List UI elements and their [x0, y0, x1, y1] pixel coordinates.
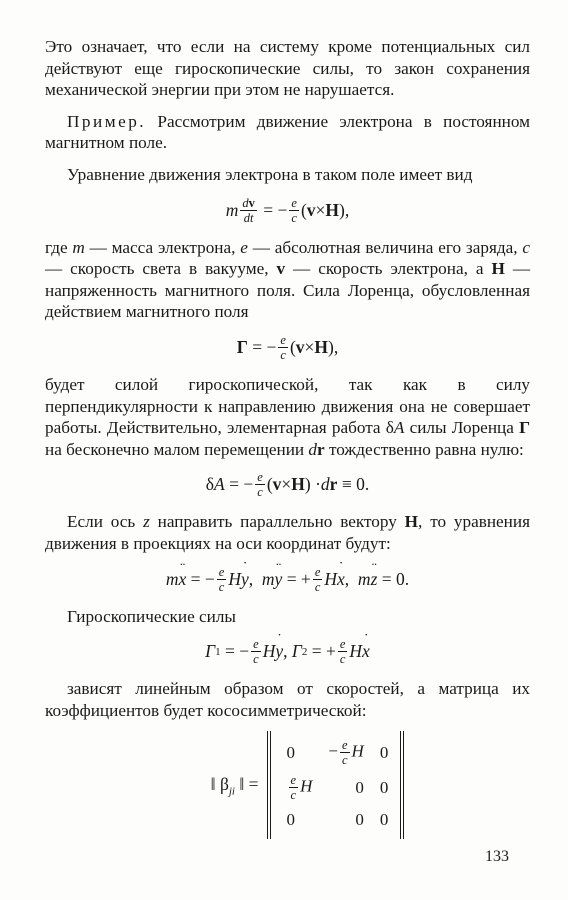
paragraph-gyroscopic-forces: Гироскопические силы	[67, 606, 236, 626]
page-body	[45, 36, 530, 839]
matrix-cell: 0	[286, 810, 296, 830]
matrix-cell: − $\frac{e}{c}$ H	[328, 738, 364, 768]
page-number: 133	[485, 848, 509, 865]
equation-work-zero: δ A = − $\frac{e}{c}$ ( v × H ) · d r ≡ 0.	[205, 470, 370, 500]
equation-projections: m x ¨ = − $\frac{e}{c}$ H y ˙ , m y ¨ = + $\frac{e}{c}$ H x ˙ , m z ¨ = 0.	[45, 565, 530, 594]
matrix-cell: 0	[379, 810, 389, 830]
paragraph-axis-z: Если ось z направить параллельно вектору H, то уравнения движения в проекциях на оси координат будут:	[45, 512, 530, 553]
paragraph-skew-symmetric: зависят линейным образом от скоростей, а матрица их коэффициентов будет кососимметрической:	[45, 679, 530, 720]
paragraph-example: Пример. Рассмотрим движение электрона в постоянном магнитном поле.	[45, 111, 530, 153]
paragraph-gyroscopic-force: будет силой гироскопической, так как в силу перпендикулярности к направлению движения она не совершает работы. Действительно, элементарная работа δA силы Лоренца Γ на бесконечно малом перемещении dr тождественно равна нулю:	[45, 374, 530, 459]
coefficient-matrix	[267, 731, 405, 839]
matrix-cell: 0	[379, 742, 389, 762]
matrix-cell: 0	[355, 777, 364, 797]
example-label: Пример.	[67, 111, 147, 131]
equation-lorentz-force: Γ = − $\frac{e}{c}$ ( v × H ),	[236, 332, 339, 362]
paragraph-energy-conservation: Это означает, что если на систему кроме потенциальных сил действуют еще гироскопические силы, то закон сохранения механической энергии при этом не нарушается.	[45, 37, 530, 100]
equation-motion: m $\frac{dv}{dt}$ = − $\frac{e}{c}$ ( v × H ),	[225, 195, 350, 225]
matrix-cell: 0	[379, 777, 389, 797]
matrix-cell: $\frac{e}{c}$ H	[290, 773, 313, 803]
equation-gyroscopic-forces: Γ 1 = − $\frac{e}{c}$ H y ˙ , Γ 2 = + $\frac{e}{c}$ H x ˙	[45, 637, 530, 666]
matrix-cell: 0	[355, 810, 364, 830]
matrix-label: ‖ $\beta_{ji}$ ‖ =	[210, 773, 259, 798]
matrix-cell: 0	[286, 742, 296, 762]
paragraph-motion-equation-intro: Уравнение движения электрона в таком поле имеет вид	[67, 164, 473, 184]
equation-matrix	[85, 731, 530, 839]
paragraph-definitions: где m — масса электрона, e — абсолютная величина его заряда, c — скорость света в вакууме, v — скорость электрона, а H — напряженность магнитного поля. Сила Лоренца, обусловленная действием магнитного поля	[45, 237, 531, 322]
